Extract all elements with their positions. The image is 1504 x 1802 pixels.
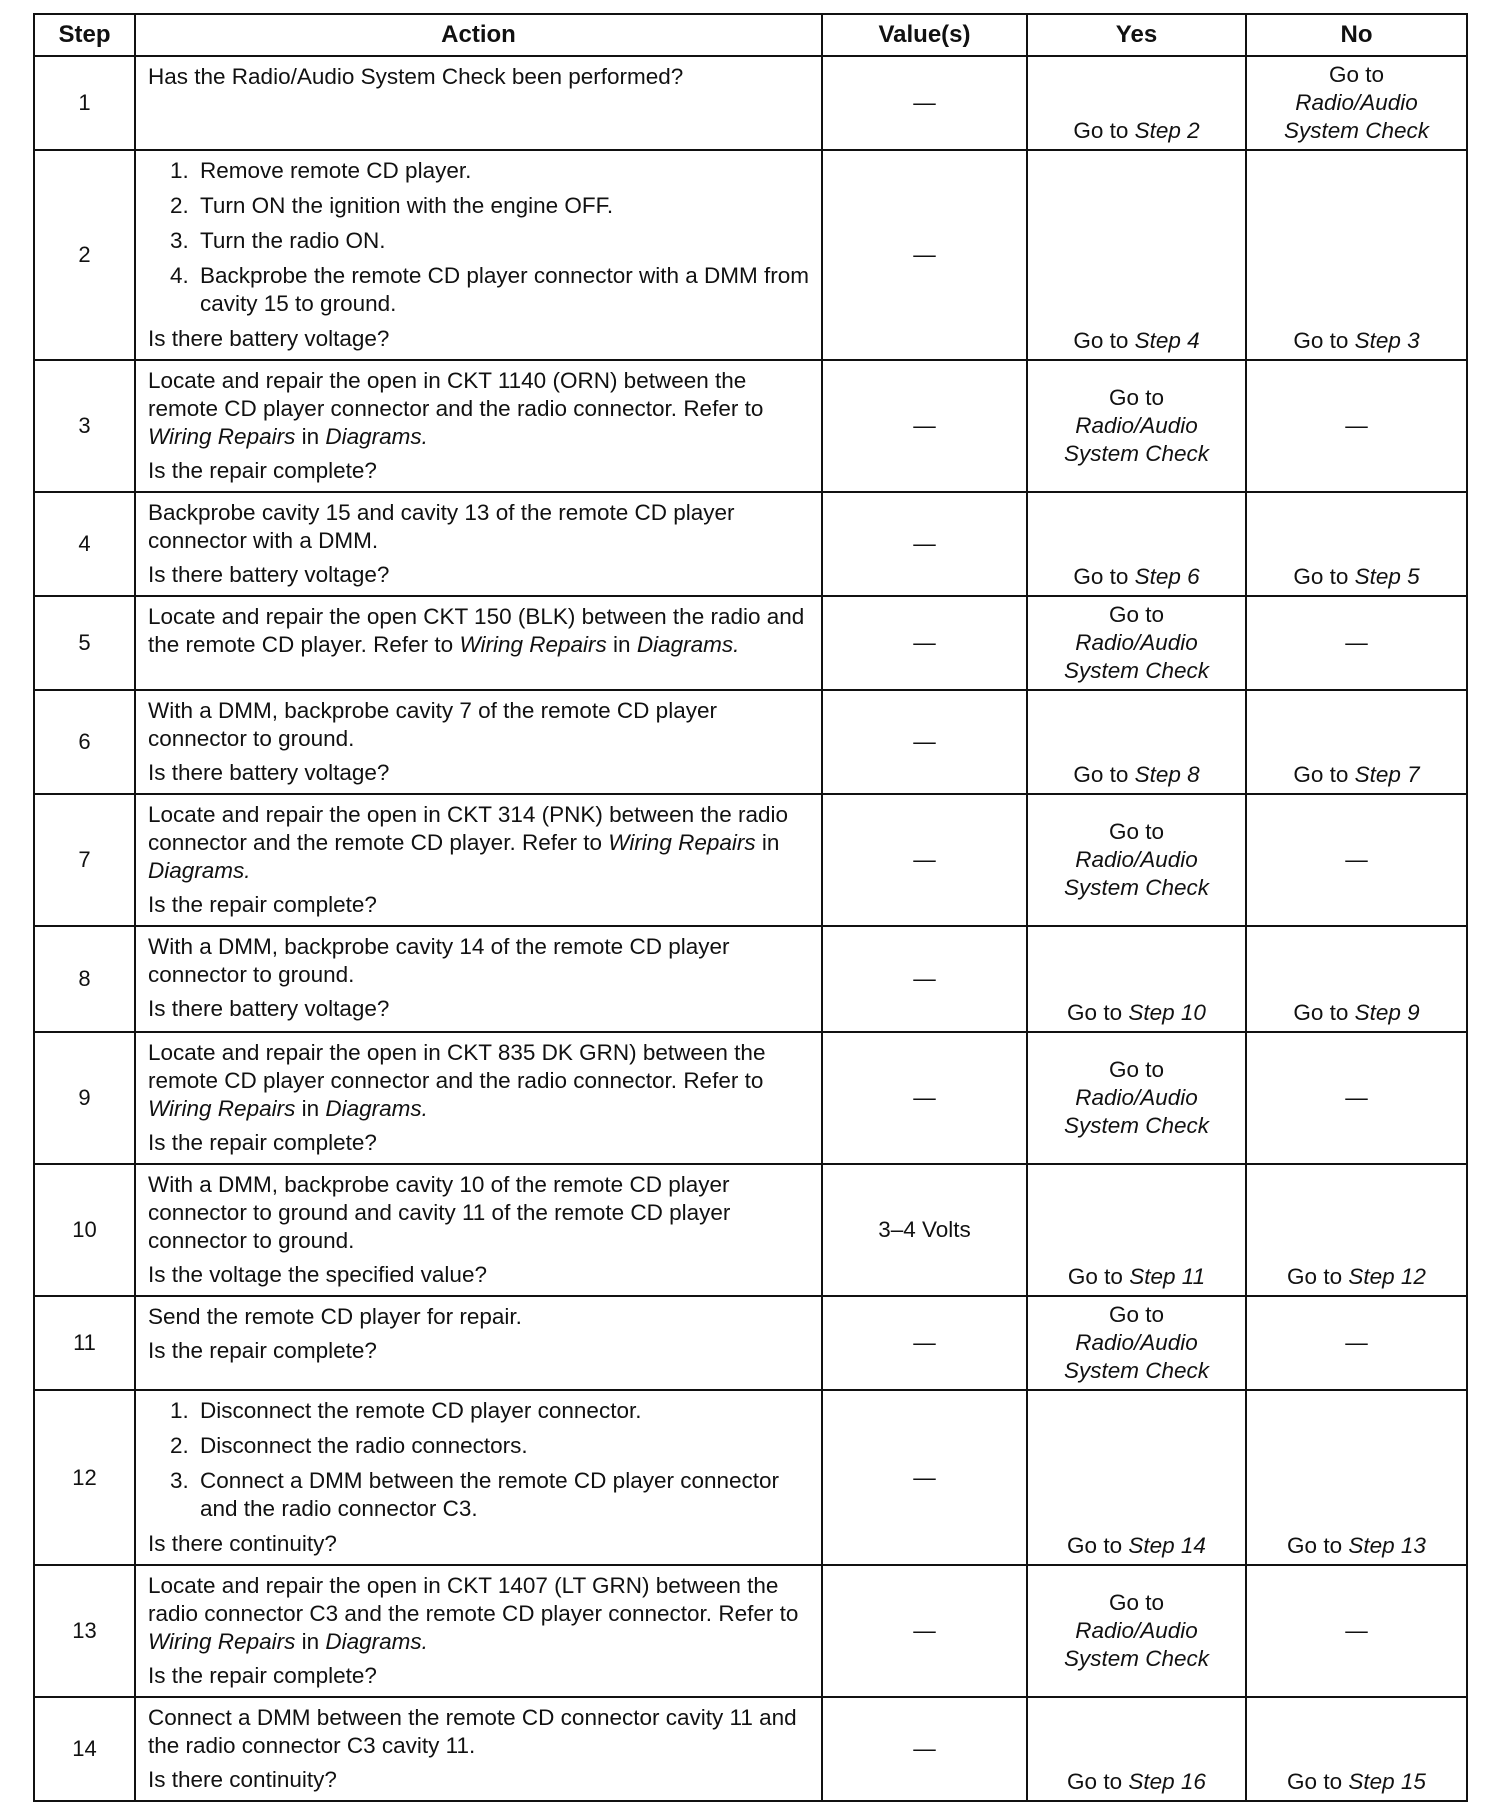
step-number: 5 [34, 596, 135, 690]
step-number: 7 [34, 794, 135, 926]
step-number: 1 [34, 56, 135, 150]
question-text: Is there continuity? [148, 1531, 337, 1556]
list-item: 4. Backprobe the remote CD player connector with a DMM from cavity 15 to ground. [170, 263, 809, 316]
no-cell: Go to Step 15 [1246, 1697, 1467, 1801]
substep-list [148, 1397, 811, 1523]
no-cell: — [1246, 1565, 1467, 1697]
table-row [34, 1390, 1467, 1565]
value-cell: — [822, 596, 1027, 690]
table-row [34, 926, 1467, 1032]
yes-cell: Go to Step 8 [1027, 690, 1246, 794]
action-cell: Locate and repair the open in CKT 314 (PNK) between the radio connector and the remote CD player. Refer to Wiring Repairs in Diagrams. Is the repair complete? [135, 794, 822, 926]
step-number: 6 [34, 690, 135, 794]
list-item: 2. Turn ON the ignition with the engine OFF. [170, 193, 614, 218]
action-text: Locate and repair the open CKT 150 (BLK) between the radio and the remote CD player. [148, 604, 805, 657]
table-row [34, 360, 1467, 492]
action-cell: Locate and repair the open CKT 150 (BLK) between the radio and the remote CD player. Refer to Wiring Repairs in Diagrams. [135, 596, 822, 690]
header-values: Value(s) [822, 14, 1027, 56]
yes-cell: Go to Step 6 [1027, 492, 1246, 596]
action-cell: Locate and repair the open in CKT 1407 (LT GRN) between the radio connector C3 and the remote CD player connector. Refer to Wiring Repairs in Diagrams. Is the repair complete? [135, 1565, 822, 1697]
list-item: 1. Remove remote CD player. [170, 158, 472, 183]
table-row [34, 1565, 1467, 1697]
step-number: 9 [34, 1032, 135, 1164]
no-cell: — [1246, 1296, 1467, 1390]
yes-cell: Go to Radio/Audio System Check [1027, 360, 1246, 492]
table-row [34, 1296, 1467, 1390]
question-text: Is the repair complete? [148, 1338, 377, 1363]
header-row [34, 14, 1467, 56]
value-cell: — [822, 926, 1027, 1032]
action-text: Locate and repair the open in CKT 1140 (ORN) between the remote CD player connector and the radio connector. [148, 368, 747, 421]
action-cell [135, 56, 822, 150]
step-number: 14 [34, 1697, 135, 1801]
value-cell: — [822, 150, 1027, 360]
list-item: 1. Disconnect the remote CD player connector. [170, 1398, 642, 1423]
no-cell: Go to Step 5 [1246, 492, 1467, 596]
action-text: Locate and repair the open in CKT 835 DK GRN) between the remote CD player connector and the radio connector. [148, 1040, 766, 1093]
yes-cell: Go to Step 16 [1027, 1697, 1246, 1801]
action-text: With a DMM, backprobe cavity 10 of the remote CD player connector to ground and cavity 11 of the remote CD player connector to ground. [148, 1172, 731, 1253]
list-item: 3. Turn the radio ON. [170, 228, 386, 253]
value-cell: — [822, 360, 1027, 492]
yes-cell: Go to Radio/Audio System Check [1027, 794, 1246, 926]
header-action: Action [135, 14, 822, 56]
value-cell: 3–4 Volts [822, 1164, 1027, 1296]
question-text: Is there battery voltage? [148, 996, 390, 1021]
no-cell: — [1246, 360, 1467, 492]
table-row [34, 1164, 1467, 1296]
action-cell [135, 926, 822, 1032]
question-text: Is the repair complete? [148, 1130, 377, 1155]
question-text: Is there battery voltage? [148, 326, 390, 351]
action-cell [135, 150, 822, 360]
list-item: 2. Disconnect the radio connectors. [170, 1433, 528, 1458]
no-cell: Go to Step 13 [1246, 1390, 1467, 1565]
table-row [34, 56, 1467, 150]
substep-list [148, 157, 811, 318]
action-cell [135, 492, 822, 596]
no-cell: Go to Step 12 [1246, 1164, 1467, 1296]
action-cell [135, 690, 822, 794]
action-cell [135, 1697, 822, 1801]
value-cell: — [822, 1697, 1027, 1801]
step-number: 8 [34, 926, 135, 1032]
question-text: Is the voltage the specified value? [148, 1262, 487, 1287]
action-text: Send the remote CD player for repair. [148, 1304, 522, 1329]
action-text: With a DMM, backprobe cavity 7 of the remote CD player connector to ground. [148, 698, 717, 751]
action-text: With a DMM, backprobe cavity 14 of the remote CD player connector to ground. [148, 934, 730, 987]
step-number: 10 [34, 1164, 135, 1296]
no-cell: Go to Step 9 [1246, 926, 1467, 1032]
table-row [34, 1032, 1467, 1164]
value-cell: — [822, 1296, 1027, 1390]
no-cell: Go to Step 7 [1246, 690, 1467, 794]
header-yes: Yes [1027, 14, 1246, 56]
yes-cell: Go to Step 10 [1027, 926, 1246, 1032]
table-row [34, 150, 1467, 360]
yes-cell: Go to Step 14 [1027, 1390, 1246, 1565]
value-cell: — [822, 492, 1027, 596]
yes-cell: Go to Step 4 [1027, 150, 1246, 360]
no-cell: Go to Step 3 [1246, 150, 1467, 360]
step-number: 11 [34, 1296, 135, 1390]
table-row [34, 492, 1467, 596]
diagnostic-table [33, 13, 1468, 1802]
action-cell [135, 1296, 822, 1390]
table-row [34, 596, 1467, 690]
action-cell: Locate and repair the open in CKT 1140 (ORN) between the remote CD player connector and the radio connector. Refer to Wiring Repairs in Diagrams. Is the repair complete? [135, 360, 822, 492]
step-number: 13 [34, 1565, 135, 1697]
step-number: 2 [34, 150, 135, 360]
no-cell: — [1246, 794, 1467, 926]
yes-cell: Go to Radio/Audio System Check [1027, 1032, 1246, 1164]
yes-cell: Go to Step 11 [1027, 1164, 1246, 1296]
question-text: Is there battery voltage? [148, 760, 390, 785]
value-cell: — [822, 56, 1027, 150]
table-row [34, 1697, 1467, 1801]
header-no: No [1246, 14, 1467, 56]
action-text: Locate and repair the open in CKT 314 (PNK) between the radio connector and the remote CD player. [148, 802, 788, 855]
step-number: 3 [34, 360, 135, 492]
value-cell: — [822, 1565, 1027, 1697]
value-cell: — [822, 1032, 1027, 1164]
action-cell [135, 1164, 822, 1296]
question-text: Is the repair complete? [148, 1663, 377, 1688]
yes-cell: Go to Step 2 [1027, 56, 1246, 150]
action-cell [135, 1390, 822, 1565]
no-cell: — [1246, 596, 1467, 690]
list-item: 3. Connect a DMM between the remote CD player connector and the radio connector C3. [170, 1468, 780, 1521]
header-step: Step [34, 14, 135, 56]
table-row [34, 794, 1467, 926]
no-cell: Go to Radio/Audio System Check [1246, 56, 1467, 150]
table-row [34, 690, 1467, 794]
action-text: Locate and repair the open in CKT 1407 (LT GRN) between the radio connector C3 and the remote CD player connector. [148, 1573, 779, 1626]
action-text: Connect a DMM between the remote CD connector cavity 11 and the radio connector C3 cavity 11. [148, 1705, 797, 1758]
no-cell: — [1246, 1032, 1467, 1164]
question-text: Is there continuity? [148, 1767, 337, 1792]
question-text: Is there battery voltage? [148, 562, 390, 587]
value-cell: — [822, 794, 1027, 926]
action-cell: Locate and repair the open in CKT 835 DK GRN) between the remote CD player connector and the radio connector. Refer to Wiring Repairs in Diagrams. Is the repair complete? [135, 1032, 822, 1164]
step-number: 4 [34, 492, 135, 596]
value-cell: — [822, 1390, 1027, 1565]
yes-cell: Go to Radio/Audio System Check [1027, 596, 1246, 690]
question-text: Is the repair complete? [148, 892, 377, 917]
value-cell: — [822, 690, 1027, 794]
question-text: Has the Radio/Audio System Check been performed? [148, 64, 684, 89]
yes-cell: Go to Radio/Audio System Check [1027, 1296, 1246, 1390]
question-text: Is the repair complete? [148, 458, 377, 483]
action-text: Backprobe cavity 15 and cavity 13 of the remote CD player connector with a DMM. [148, 500, 735, 553]
step-number: 12 [34, 1390, 135, 1565]
yes-cell: Go to Radio/Audio System Check [1027, 1565, 1246, 1697]
